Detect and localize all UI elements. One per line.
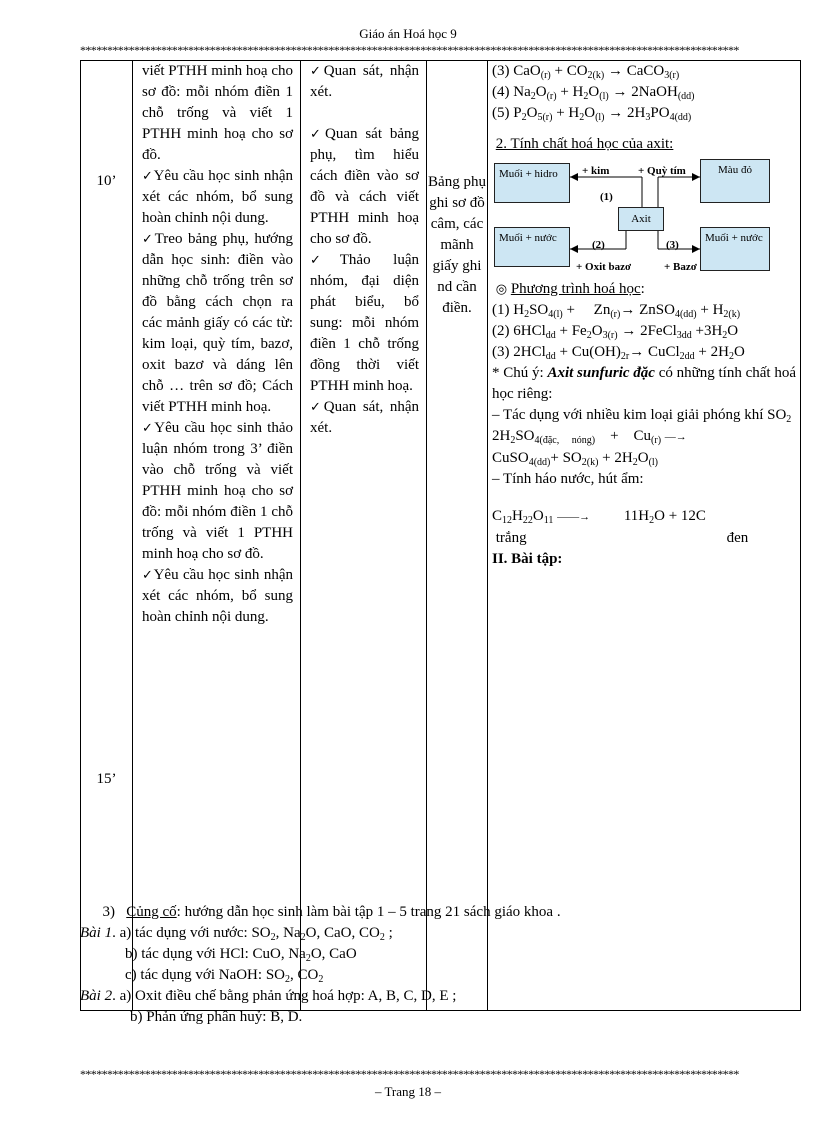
bottom-divider: ************************************************************************************************************************** [80,1068,739,1080]
check-icon: ✓ [142,169,154,184]
page-header: Giáo án Hoá học 9 [359,26,457,41]
check-icon: ✓ [142,232,155,247]
check-icon: ✓ [310,64,324,79]
box-salt-hydrogen: Muối + hidro [494,163,570,203]
colors-line: trắng đen [495,530,749,546]
content-column [488,61,800,899]
bai2-b: b) Phản ứng phân huỷ: B, D. [130,1009,303,1025]
time-column [81,61,132,899]
equation-3: (3) $CaO_{(r)} + CO_{2(k)}$ → CaCO$_{3(r)}$ [492,63,680,81]
label-metal: + kim [582,165,610,177]
label-basic-oxide: + Oxit bazơ [576,261,632,273]
check-icon: ✓ [142,568,154,583]
label-n3: (3) [666,239,679,251]
box-salt-water-1: Muối + nước [494,227,570,267]
target-icon: ◎ [495,282,508,297]
bai2-a: Bài 2. a) Oxit điều chế bằng phản ứng hoá hợp: A, B, C, D, E ; [80,988,457,1004]
page-number: – Trang 18 – [374,1084,442,1099]
check-icon: ✓ [310,253,340,268]
student-step-2: ✓Quan sát bảng phụ, tìm hiểu cách điền vào sơ đồ và cách viết PTHH minh hoạ cho sơ đồ. [310,126,419,247]
pt-title: ◎ Phương trình hoá học: [495,281,645,297]
label-n2: (2) [592,239,605,251]
teacher-step-2: ✓Yêu cầu học sinh nhận xét các nhóm, bổ sung hoàn chỉnh nội dung. [142,168,293,226]
student-step-3: ✓Thảo luận nhóm, đại diện phát biểu, bổ sung: mỗi nhóm điền 1 chỗ trống đồng thời viết PTHH minh hoạ. [310,252,419,394]
teacher-step-5: ✓Yêu cầu học sinh nhận xét các nhóm, bổ sung hoàn chỉnh nội dung. [142,567,293,625]
time-10: 10’ [96,173,117,189]
time-15: 15’ [96,771,117,787]
reaction-1: (1) $H_2SO_{4(l)}$ + $Zn_{(r)}\to$ ZnSO$_{4(dd)}$ + $H_{2(k)}$ [492,302,741,320]
footer-section [80,902,800,1028]
student-step-1: ✓Quan sát, nhận xét. [310,63,419,100]
check-icon: ✓ [310,400,324,415]
box-acid: Axit [618,207,664,231]
reaction-h2so4-cu: $2H_2SO_{4(đặc, nóng)}$ + $Cu_{(r)}$ —→ CuSO$_{4(dd)}$+ $SO_{2(k)} + 2H_2O_{(l)}$ [492,428,687,468]
student-step-4: ✓Quan sát, nhận xét. [310,399,419,436]
bai1-c: c) tác dụng với NaOH: $SO_2$, $CO_2$ [125,967,324,985]
top-divider: ************************************************************************************************************************** [80,44,739,56]
exercise-title: II. Bài tập: [492,551,563,567]
reaction-3: (3) $2HCl_{dd} + Cu(OH)_{2r}\to$ CuCl$_{2dd}$ + $2H_2O$ [492,344,745,362]
equation-4: (4) $Na_2O_{(r)} + H_2O_{(l)}$ → 2NaOH$_{(dd)}$ [492,84,695,102]
reaction-2: (2) $6HCl_{dd} + Fe_2O_{3(r)}$ → 2FeCl$_{3dd}$ $+3H_2O$ [492,323,739,341]
box-salt-water-2: Muối + nước [700,227,770,271]
teacher-step-4: ✓Yêu cầu học sinh thảo luận nhóm trong 3’ điền vào chỗ trống và viết PTHH minh hoạ cho sơ đồ: mỗi nhóm điền 1 chỗ trống và viết 1 PTHH minh hoạ cho sơ đồ. [142,420,293,562]
bai1-a: Bài 1. a) tác dụng với nước: $SO_2$, $Na_2O$, CaO, $CO_2$ ; [80,925,393,943]
check-icon: ✓ [310,127,325,142]
materials-column: Bảng phụ ghi sơ đồ câm, các mãnh giấy ghi nd cần điền. [428,174,486,316]
teacher-step-3: ✓Treo bảng phụ, hướng dẫn học sinh: điền vào những chỗ trống trên sơ đồ bằng cách chọn ra các mảnh giấy có các từ: kim loại, quỳ tím, bazơ, oxit bazơ và dáng lên chỗ … trên sơ đồ; Cách viết PTHH minh hoạ. [142,231,293,415]
acid-property-diagram [492,157,796,277]
label-n1: (1) [600,191,613,203]
note-item-2: – Tính háo nước, hút ẩm: [492,471,644,487]
cungco-line: 3) Củng cố: hướng dẫn học sinh làm bài tập 1 – 5 trang 21 sách giáo khoa . [102,904,561,920]
check-icon: ✓ [142,421,155,436]
teacher-activity-column [133,61,300,899]
label-base: + Bazơ [664,261,697,273]
section-title: 2. Tính chất hoá học của axit: [495,136,674,152]
student-activity-column [301,61,426,899]
lesson-table [80,60,801,1011]
bai1-b: b) tác dụng với HCl: CuO, $Na_2O$, CaO [125,946,357,964]
note: * Chú ý: Axit sunfuric đặc có những tính chất hoá học riêng: [492,365,796,402]
box-red-color: Màu đỏ [700,159,770,203]
reaction-dehydration: $C_{12}H_{22}O_{11}$ ——→ $11H_2O + 12C$ [492,508,706,526]
label-litmus: + Quỳ tím [638,165,686,177]
note-item-1: – Tác dụng với nhiều kim loại giải phóng khí $SO_2$ [492,407,792,425]
teacher-step-1: viết PTHH minh hoạ cho sơ đồ: mỗi nhóm điền 1 chỗ trống và viết 1 PTHH minh hoạ cho sơ đồ. [142,63,293,163]
equation-5: (5) $P_2O_{5(r)} + H_2O_{(l)} \to 2H_3PO_{4(dd)}$ [492,105,692,123]
